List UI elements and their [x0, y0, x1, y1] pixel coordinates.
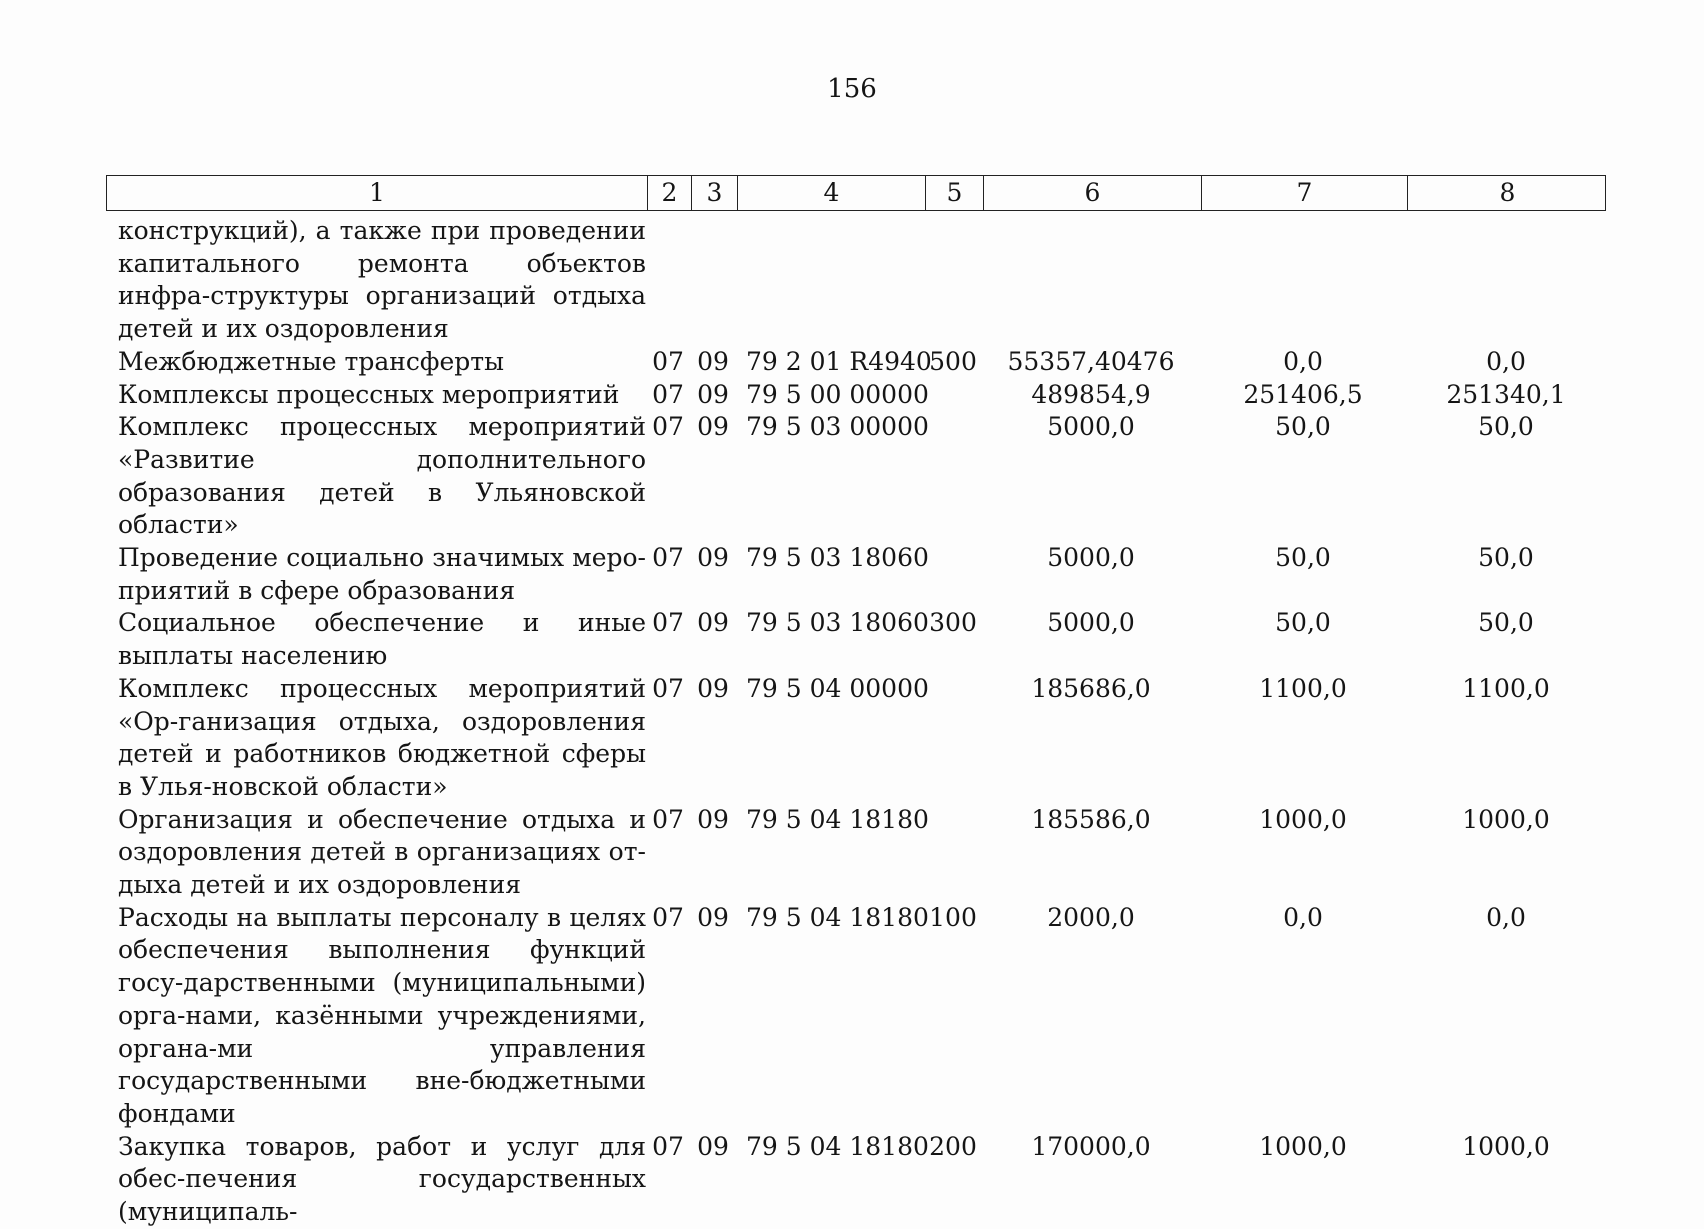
- row-amount-3: 50,0: [1478, 608, 1534, 638]
- row-subsection: 09: [697, 379, 729, 409]
- table-row: [106, 346, 1606, 379]
- row-section: 07: [652, 673, 684, 703]
- table-row: [106, 379, 1606, 412]
- row-subsection: 09: [697, 673, 729, 703]
- row-target-code: 79 5 03 00000: [746, 412, 929, 442]
- row-subsection: [690, 215, 736, 346]
- row-amount-1: 5000,0: [1047, 543, 1135, 573]
- row-amount-3: 50,0: [1478, 543, 1534, 573]
- row-target-code: 79 5 04 18180: [746, 1131, 929, 1161]
- row-amount-2: 50,0: [1275, 412, 1331, 442]
- row-target-code: 79 5 04 18180: [746, 902, 929, 932]
- row-subsection: 09: [697, 1131, 729, 1161]
- row-expense-type: 200: [929, 1131, 977, 1161]
- header-col-1: 1: [369, 178, 385, 207]
- row-expense-type: [924, 804, 982, 902]
- row-expense-type: 500: [929, 346, 977, 376]
- row-target-code: [736, 215, 924, 346]
- row-name: Расходы на выплаты персоналу в целях обеспечения выполнения функций госу-дарственными (муниципальными) орга-нами, казёнными учреждениями, органа-ми управления государственными вне-бюджетными фондами: [118, 902, 646, 1128]
- row-name: Социальное обеспечение и иные выплаты населению: [118, 608, 646, 671]
- row-section: [646, 215, 690, 346]
- row-amount-3: 1000,0: [1462, 804, 1550, 834]
- row-amount-2: 0,0: [1283, 902, 1323, 932]
- row-section: 07: [652, 1131, 684, 1161]
- table-row: [106, 673, 1606, 804]
- table-row: [106, 607, 1606, 672]
- header-col-5: 5: [925, 176, 983, 210]
- row-expense-type: 300: [929, 608, 977, 638]
- row-subsection: 09: [697, 412, 729, 442]
- row-name: Организация и обеспечение отдыха и оздоровления детей в организациях от-дыха детей и их оздоровления: [118, 804, 646, 900]
- row-target-code: 79 5 04 00000: [746, 673, 929, 703]
- row-amount-1: 55357,40476: [1007, 346, 1175, 376]
- row-target-code: 79 2 01 R4940: [746, 346, 932, 376]
- row-name: Проведение социально значимых меро-приятий в сфере образования: [118, 543, 646, 605]
- row-name: Закупка товаров, работ и услуг для обес-печения государственных (муниципаль-: [118, 1131, 646, 1227]
- row-subsection: 09: [697, 902, 729, 932]
- row-section: 07: [652, 379, 684, 409]
- row-amount-1: 489854,9: [1031, 379, 1151, 409]
- row-expense-type: [924, 379, 982, 412]
- row-amount-2: 50,0: [1275, 543, 1331, 573]
- row-subsection: 09: [697, 346, 729, 376]
- row-amount-3: [1406, 215, 1606, 346]
- row-amount-1: 5000,0: [1047, 608, 1135, 638]
- row-amount-2: 0,0: [1283, 346, 1323, 376]
- row-expense-type: [924, 673, 982, 804]
- row-name: Комплекс процессных мероприятий «Развитие дополнительного образования детей в Ульяновской области»: [118, 412, 646, 540]
- row-amount-2: 1100,0: [1259, 673, 1347, 703]
- row-amount-3: 0,0: [1486, 902, 1526, 932]
- row-amount-2: 1000,0: [1259, 804, 1347, 834]
- row-expense-type: [924, 215, 982, 346]
- row-subsection: 09: [697, 543, 729, 573]
- table-body: [106, 215, 1606, 1229]
- page-number: 156: [827, 74, 877, 104]
- row-amount-1: [982, 215, 1200, 346]
- table-header: [106, 175, 1606, 211]
- table-row: [106, 1131, 1606, 1229]
- row-expense-type: 100: [929, 902, 977, 932]
- row-amount-3: 251340,1: [1446, 379, 1566, 409]
- row-name: Комплексы процессных мероприятий: [118, 379, 620, 409]
- row-amount-3: 1000,0: [1462, 1131, 1550, 1161]
- row-target-code: 79 5 04 18180: [746, 804, 929, 834]
- row-section: 07: [652, 804, 684, 834]
- header-col-8: 8: [1407, 176, 1607, 210]
- row-amount-1: 170000,0: [1031, 1131, 1151, 1161]
- row-subsection: 09: [697, 804, 729, 834]
- table-row: [106, 411, 1606, 542]
- row-name: конструкций), а также при проведении капитального ремонта объектов инфра-структуры организаций отдыха детей и их оздоровления: [118, 216, 646, 344]
- row-amount-2: 1000,0: [1259, 1131, 1347, 1161]
- table-row: [106, 804, 1606, 902]
- row-amount-2: [1200, 215, 1406, 346]
- table-row: [106, 902, 1606, 1131]
- row-amount-1: 185686,0: [1031, 673, 1151, 703]
- row-subsection: 09: [697, 608, 729, 638]
- header-col-4: 4: [737, 176, 925, 210]
- row-amount-2: 50,0: [1275, 608, 1331, 638]
- table-row: [106, 542, 1606, 607]
- header-col-3: 3: [691, 176, 737, 210]
- row-amount-1: 185586,0: [1031, 804, 1151, 834]
- row-name: Комплекс процессных мероприятий «Ор-ганизация отдыха, оздоровления детей и работников бюджетной сферы в Улья-новской области»: [118, 673, 646, 801]
- row-expense-type: [924, 542, 982, 607]
- row-section: 07: [652, 608, 684, 638]
- table-row: [106, 215, 1606, 346]
- header-col-6: 6: [983, 176, 1201, 210]
- row-amount-1: 5000,0: [1047, 412, 1135, 442]
- row-section: 07: [652, 902, 684, 932]
- row-section: 07: [652, 346, 684, 376]
- row-amount-1: 2000,0: [1047, 902, 1135, 932]
- row-section: 07: [652, 412, 684, 442]
- row-target-code: 79 5 03 18060: [746, 608, 929, 638]
- row-amount-3: 50,0: [1478, 412, 1534, 442]
- row-name: Межбюджетные трансферты: [118, 346, 505, 376]
- header-col-7: 7: [1201, 176, 1407, 210]
- row-amount-2: 251406,5: [1243, 379, 1363, 409]
- row-section: 07: [652, 543, 684, 573]
- row-amount-3: 1100,0: [1462, 673, 1550, 703]
- row-target-code: 79 5 00 00000: [746, 379, 929, 409]
- row-amount-3: 0,0: [1486, 346, 1526, 376]
- header-col-2: 2: [647, 176, 691, 210]
- row-target-code: 79 5 03 18060: [746, 543, 929, 573]
- row-expense-type: [924, 411, 982, 542]
